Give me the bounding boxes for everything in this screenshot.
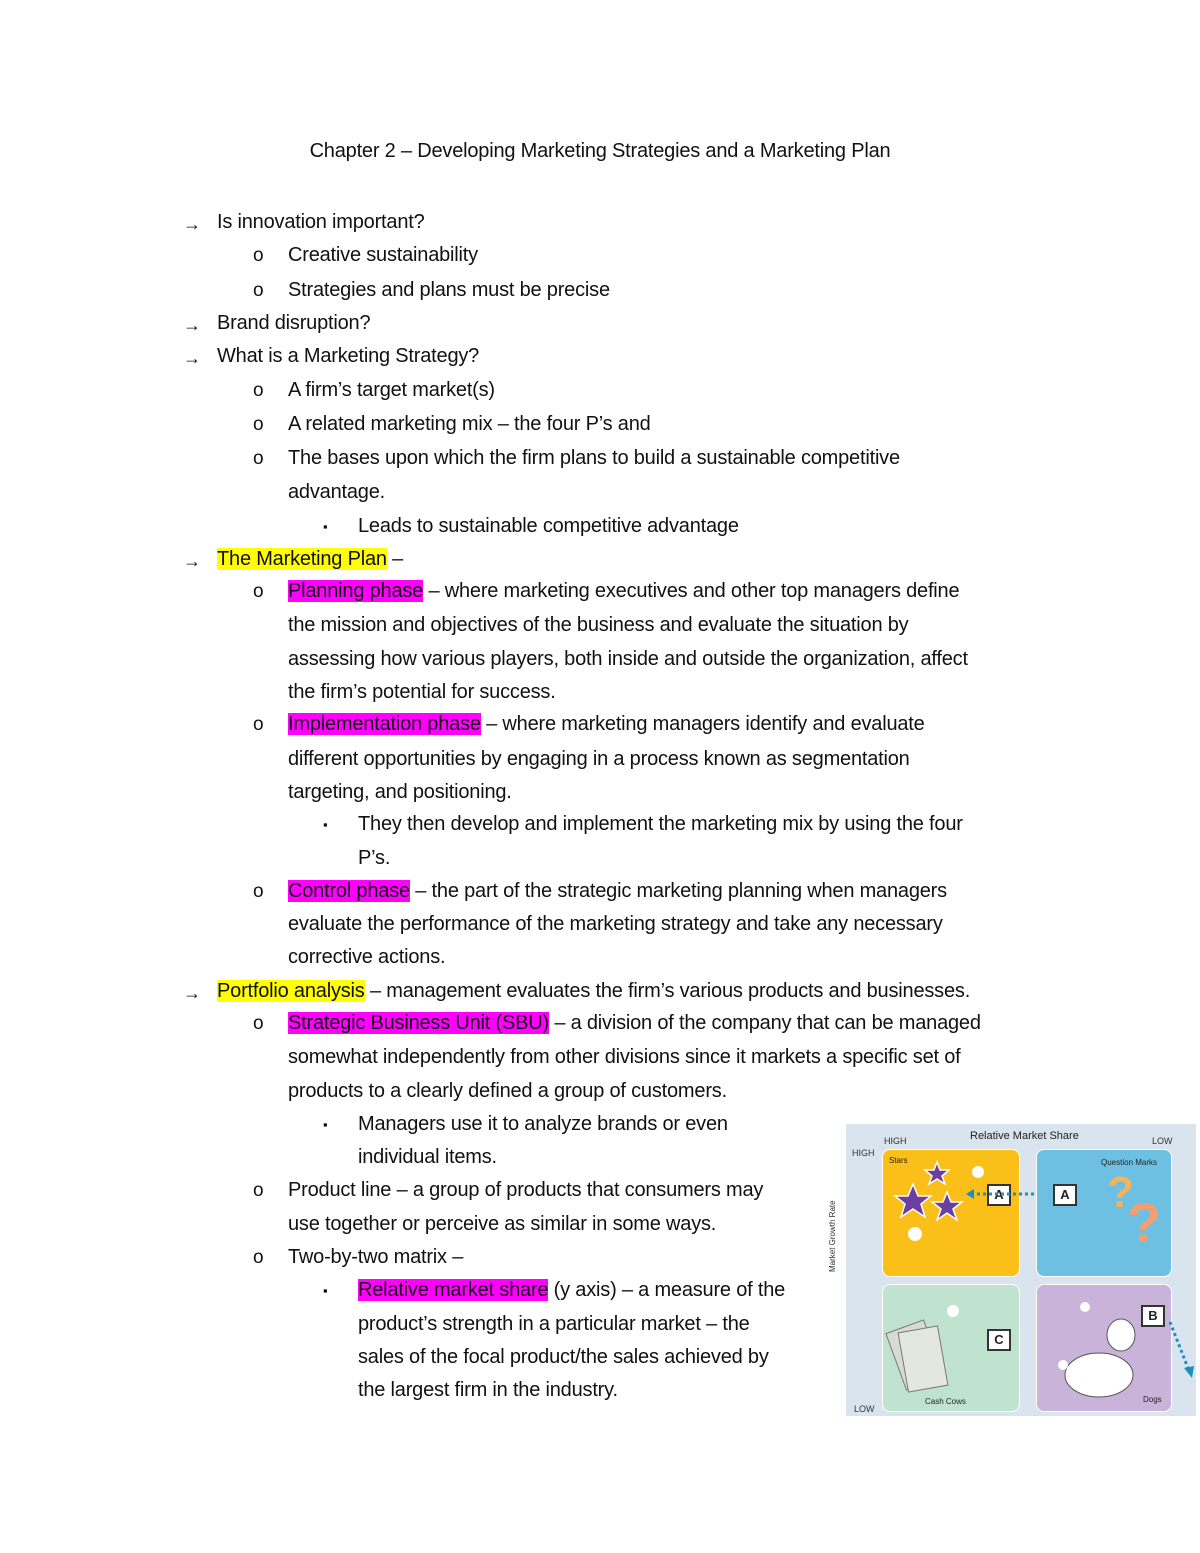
circle-bullet: o (253, 414, 264, 435)
bullet-text-cont: evaluate the performance of the marketing strategy and take any necessary (288, 913, 943, 935)
bullet-text: A related marketing mix – the four P’s and (288, 413, 651, 435)
x-low-label: LOW (1152, 1136, 1173, 1146)
bullet-text: What is a Marketing Strategy? (217, 345, 480, 367)
bullet-text (288, 879, 947, 903)
question-mark-icon: ? (1107, 1168, 1134, 1217)
bullet-text-cont: corrective actions. (288, 946, 446, 968)
circle-bullet: o (253, 714, 264, 735)
circle-bullet: o (253, 1013, 264, 1034)
bullet-text (358, 1278, 785, 1302)
bullet-text (217, 979, 970, 1003)
bullet-text-cont: different opportunities by engaging in a process known as segmentation (288, 748, 910, 770)
bullet-text: Strategies and plans must be precise (288, 279, 610, 301)
circle-bullet: o (253, 245, 264, 266)
position-box-c: C (987, 1329, 1011, 1351)
dogs-quadrant (1036, 1284, 1172, 1412)
y-low-label: LOW (854, 1404, 875, 1414)
arrow-bullet: → (183, 551, 201, 571)
y-high-label: HIGH (852, 1148, 875, 1158)
circle-bullet: o (253, 380, 264, 401)
square-bullet: ▪ (323, 1283, 328, 1298)
dog-icon (1037, 1285, 1171, 1411)
bullet-text-rest: – where marketing managers identify and evaluate (480, 713, 925, 735)
cash-cows-quadrant (882, 1284, 1020, 1412)
bullet-text-rest: – where marketing executives and other top managers define (423, 580, 960, 602)
bullet-text (288, 712, 925, 736)
bullet-text-cont: the largest firm in the industry. (358, 1379, 618, 1401)
highlight-term: Implementation phase (288, 713, 481, 735)
bullet-text (217, 547, 403, 571)
stars-quadrant (882, 1149, 1020, 1277)
question-marks-quadrant (1036, 1149, 1172, 1277)
bullet-text-cont: somewhat independently from other divisions since it markets a specific set of (288, 1046, 961, 1068)
bullet-text: Creative sustainability (288, 244, 478, 266)
bullet-text-cont: individual items. (358, 1146, 497, 1168)
bcg-matrix-figure (828, 1124, 1196, 1416)
circle-bullet: o (253, 448, 264, 469)
position-box-a: A (1053, 1184, 1077, 1206)
bullet-text-cont: products to a clearly defined a group of customers. (288, 1080, 727, 1102)
bullet-text-cont: targeting, and positioning. (288, 781, 512, 803)
bullet-text-rest: – the part of the strategic marketing planning when managers (409, 880, 947, 902)
bullet-text: Brand disruption? (217, 312, 371, 334)
arrow-bullet: → (183, 348, 201, 368)
y-axis-title: Market Growth Rate (828, 1200, 837, 1272)
position-box-a-star: A (987, 1184, 1011, 1206)
bullet-text: Leads to sustainable competitive advantage (358, 515, 739, 537)
x-axis-title: Relative Market Share (970, 1130, 1079, 1142)
bullet-text: Managers use it to analyze brands or even (358, 1113, 728, 1135)
bullet-text (288, 579, 959, 603)
circle-bullet: o (253, 881, 264, 902)
highlight-term: The Marketing Plan (217, 548, 387, 570)
bullet-text-cont: assessing how various players, both inside and outside the organization, affect (288, 648, 968, 670)
circle-bullet: o (253, 581, 264, 602)
arrow-bullet: → (183, 983, 201, 1003)
bullet-text-cont: P’s. (358, 847, 391, 869)
question-marks-label: Question Marks (1101, 1158, 1158, 1167)
dogs-label: Dogs (1143, 1395, 1162, 1404)
bullet-text (288, 1011, 981, 1035)
bullet-text-rest: – management evaluates the firm’s various products and businesses. (364, 980, 971, 1002)
question-mark-icon: ? (1127, 1191, 1162, 1254)
bullet-text-cont: sales of the focal product/the sales achieved by (358, 1346, 769, 1368)
highlight-term: Control phase (288, 880, 410, 902)
bullet-text: They then develop and implement the marketing mix by using the four (358, 813, 963, 835)
square-bullet: ▪ (323, 817, 328, 832)
circle-bullet: o (253, 1180, 264, 1201)
highlight-term: Relative market share (358, 1279, 549, 1301)
bullet-text: A firm’s target market(s) (288, 379, 495, 401)
circle-bullet: o (253, 1247, 264, 1268)
arrow-bullet: → (183, 315, 201, 335)
cash-cows-label: Cash Cows (925, 1397, 966, 1406)
square-bullet: ▪ (323, 519, 328, 534)
star-icon (883, 1150, 1019, 1276)
highlight-term: Strategic Business Unit (SBU) (288, 1012, 549, 1034)
bullet-text-cont: the firm’s potential for success. (288, 681, 556, 703)
x-high-label: HIGH (884, 1136, 907, 1146)
arrow-bullet: → (183, 214, 201, 234)
bullet-text-cont: use together or perceive as similar in some ways. (288, 1213, 717, 1235)
bullet-text-rest: – (386, 548, 404, 570)
bullet-text-rest: – a division of the company that can be managed (548, 1012, 981, 1034)
bullet-text-cont: advantage. (288, 481, 385, 503)
stars-label: Stars (889, 1156, 908, 1165)
bullet-text: Is innovation important? (217, 211, 425, 233)
highlight-term: Planning phase (288, 580, 424, 602)
bullet-text-cont: the mission and objectives of the business and evaluate the situation by (288, 614, 909, 636)
arrow-icon (966, 1184, 1036, 1204)
bullet-text-rest: (y axis) – a measure of the (548, 1279, 786, 1301)
square-bullet: ▪ (323, 1117, 328, 1132)
position-box-b: B (1141, 1305, 1165, 1327)
arrow-icon (1168, 1320, 1196, 1380)
bullet-text: The bases upon which the firm plans to build a sustainable competitive (288, 447, 900, 469)
circle-bullet: o (253, 280, 264, 301)
bullet-text: Product line – a group of products that consumers may (288, 1179, 764, 1201)
bullet-text-cont: product’s strength in a particular market – the (358, 1313, 750, 1335)
page-title: Chapter 2 – Developing Marketing Strategies and a Marketing Plan (309, 140, 891, 162)
bullet-text: Two-by-two matrix – (288, 1246, 464, 1268)
highlight-term: Portfolio analysis (217, 980, 365, 1002)
